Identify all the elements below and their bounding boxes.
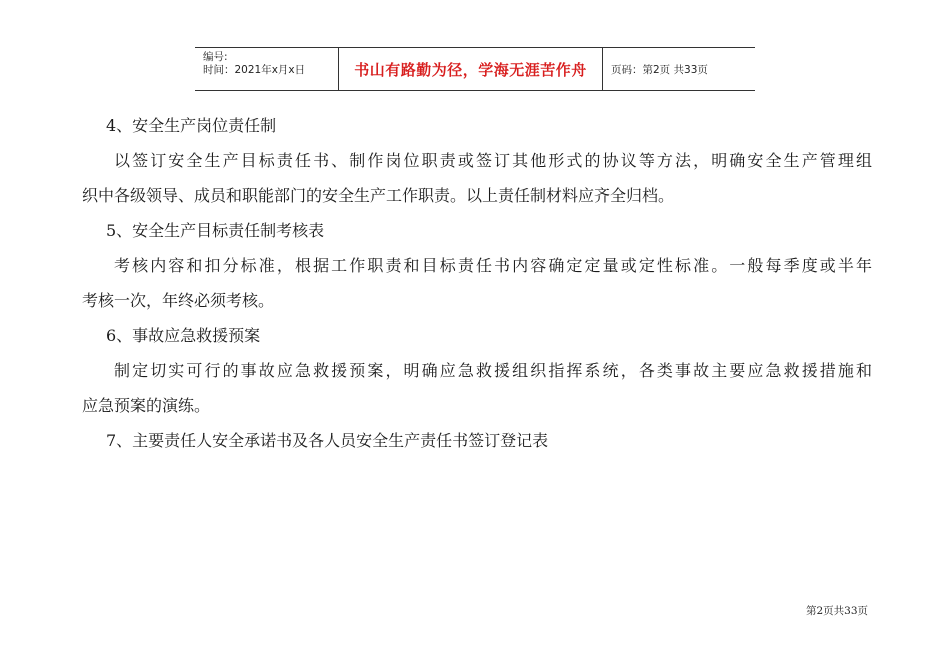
document-body (82, 114, 872, 453)
page-header (195, 47, 755, 91)
paragraph-line: 考核内容和扣分标准，根据工作职责和目标责任书内容确定定量或定性标准。一般每季度或半年 (114, 256, 872, 275)
paragraph-line: 制定切实可行的事故应急救援预案，明确应急救援组织指挥系统，各类事故主要应急救援措施和 (114, 361, 872, 380)
paragraph-line: 以签订安全生产目标责任书、制作岗位职责或签订其他形式的协议等方法，明确安全生产管理组 (114, 151, 872, 170)
header-meta (195, 48, 339, 90)
paragraph-line: 应急预案的演练。 (82, 396, 211, 415)
document-date: 时间：2021年x月x日 (203, 64, 306, 76)
paragraph-line: 考核一次，年终必须考核。 (82, 291, 275, 310)
section-heading-6: 6、事故应急救援预案 (106, 326, 261, 345)
section-heading-7: 7、主要责任人安全承诺书及各人员安全生产责任书签订登记表 (106, 431, 549, 450)
header-page-number: 页码：第2页 共33页 (611, 63, 708, 76)
header-motto: 书山有路勤为径，学海无涯苦作舟 (339, 48, 603, 90)
page-footer: 第2页共33页 (805, 605, 868, 617)
section-heading-4: 4、安全生产岗位责任制 (106, 116, 277, 135)
document-number-label: 编号: (203, 51, 228, 63)
section-heading-5: 5、安全生产目标责任制考核表 (106, 221, 325, 240)
paragraph-line: 织中各级领导、成员和职能部门的安全生产工作职责。以上责任制材料应齐全归档。 (82, 186, 675, 205)
